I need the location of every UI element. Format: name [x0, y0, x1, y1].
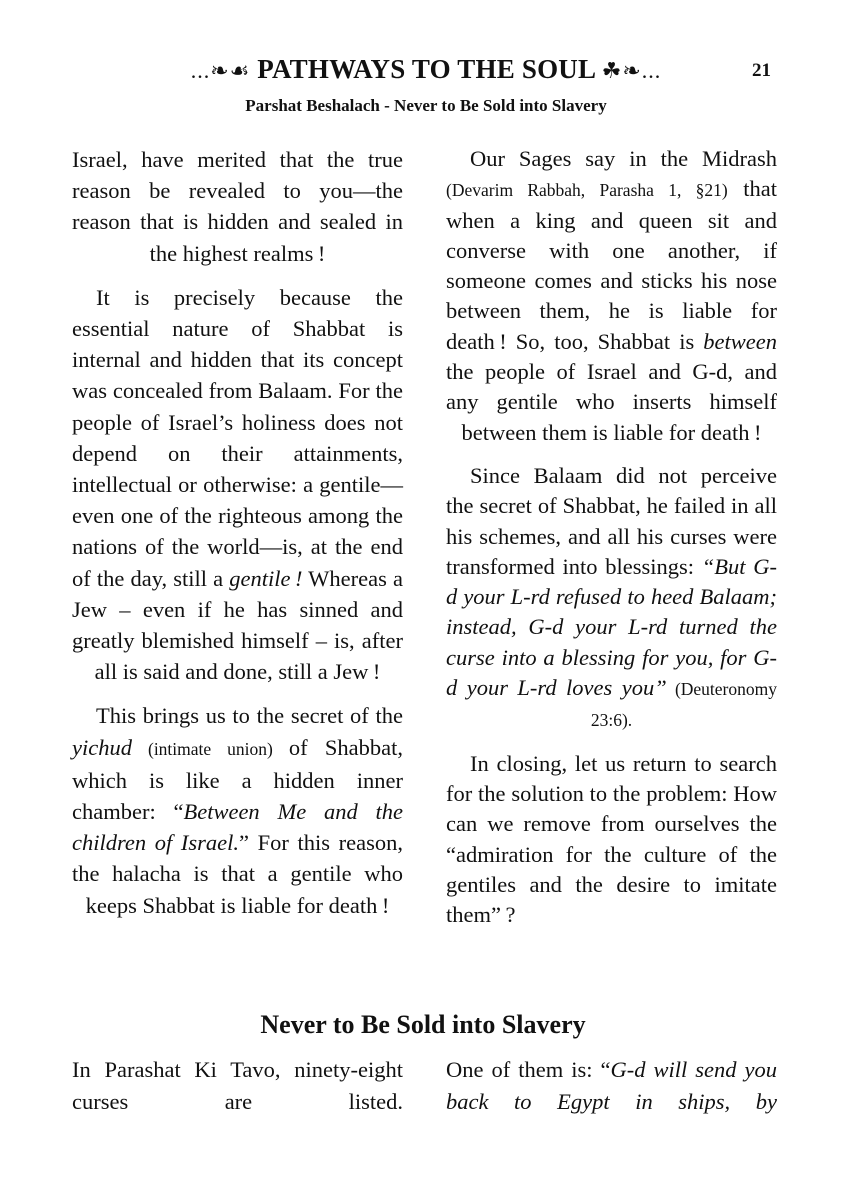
chapter-subtitle: Parshat Beshalach - Never to Be Sold into Slavery	[245, 96, 607, 115]
right-p1-b: that when a king and queen sit and converse with one another, if someone comes and sticks his nose between them, he is liable for death ! So, too, Shabbat is	[446, 176, 777, 354]
section-heading: Never to Be Sold into Slavery	[260, 1010, 586, 1039]
page-number: 21	[752, 60, 771, 81]
right-p1-emphasis: between	[703, 328, 777, 354]
ornament-left: ...❧☙	[190, 58, 251, 83]
section-right-quote: G-d will send you back to Egypt in ships, by	[446, 1057, 778, 1114]
left-p2-emphasis: gentile !	[229, 565, 303, 591]
book-title	[136, 52, 716, 88]
left-p3-yichud: yichud	[72, 734, 132, 760]
left-p3-c: ” For this reason, the halacha is that a gentile who keeps Shabbat is liable for death !	[72, 830, 403, 918]
section-left-column	[72, 1054, 403, 1117]
left-paragraph-1: Israel, have merited that the true reason be revealed to you—the reason that is hidden and sealed in the highest realms !	[72, 147, 403, 266]
right-paragraph-1	[446, 144, 777, 448]
left-p3-quote: Between Me and the children of Israel.	[72, 799, 403, 856]
right-p1-c: the people of Israel and G-d, and any gentile who inserts himself between them is liable for death !	[446, 359, 777, 445]
left-p3-b: of Shabbat, which is like a hidden inner chamber: “	[72, 734, 403, 825]
left-p3-a: This brings us to the secret of the	[96, 703, 403, 729]
right-p2-quote: “But G-d your L-rd refused to heed Balaam; instead, G-d your L-rd turned the curse into a blessing for you, for G-d your L-rd loves you”	[446, 553, 777, 701]
section-right-a: One of them is: “	[446, 1057, 611, 1082]
left-p2-rest: Whereas a Jew – even if he has sinned and greatly blemished himself – is, after all is said and done, still a Jew !	[72, 565, 403, 685]
book-title-text: PATHWAYS TO THE SOUL	[257, 54, 595, 84]
right-column	[446, 144, 777, 930]
right-paragraph-2	[446, 461, 777, 736]
section-right-column	[446, 1054, 777, 1117]
right-p1-a: Our Sages say in the Midrash	[470, 146, 777, 171]
left-column	[72, 144, 403, 921]
section-right-text	[446, 1054, 777, 1117]
right-p1-citation: (Devarim Rabbah, Parasha 1, §21)	[446, 180, 728, 201]
ornament-right: ☘❧...	[601, 58, 662, 83]
left-p2-text: It is precisely because the essential nature of Shabbat is internal and hidden that its concept was concealed from Balaam. For the people of Israel’s holiness does not depend on their attainments, intellectual or otherwise: a gentile—even one of the righteous among the nations of the world—is, at the end of the day, still a	[72, 284, 403, 591]
left-p3-small: (intimate union)	[131, 738, 289, 759]
section-left-text: In Parashat Ki Tavo, ninety-eight curses are listed.	[72, 1057, 403, 1114]
right-p2-a: Since Balaam did not perceive the secret of Shabbat, he failed in all his schemes, and all his curses were transformed into blessings:	[446, 462, 777, 579]
left-paragraph-3	[72, 700, 403, 920]
right-paragraph-3: In closing, let us return to search for the solution to the problem: How can we remove from ourselves the “admiration for the culture of the gentiles and the desire to imitate them” ?	[446, 750, 777, 928]
running-header	[0, 52, 846, 88]
right-p2-citation: (Deuteronomy 23:6).	[590, 679, 777, 731]
left-paragraph-2	[72, 282, 403, 688]
